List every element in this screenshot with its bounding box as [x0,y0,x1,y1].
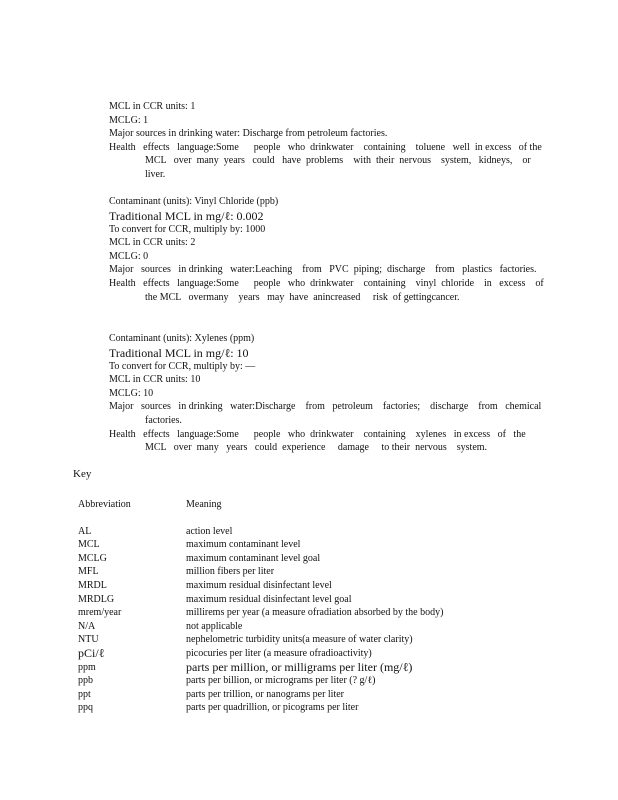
convert-line: To convert for CCR, multiply by: — [109,360,256,372]
paragraph-label: Major sources in drinking water: [109,401,256,413]
key-row [78,633,558,647]
paragraph-label: Health effects language: [109,428,216,440]
key-row [78,661,558,675]
convert-line: To convert for CCR, multiply by: 1000 [109,223,266,235]
key-rows [78,525,558,715]
key-abbreviation: MRDL [78,579,107,591]
key-abbreviation: NTU [78,634,99,646]
key-row [78,701,558,715]
key-row [78,538,558,552]
key-abbreviation: ppq [78,702,93,714]
mcl-ccr-units: MCL in CCR units: 1 [109,101,196,112]
contaminant-line: Contaminant (units): Xylenes (ppm) [109,333,255,344]
key-row [78,525,558,539]
traditional-mcl: Traditional MCL in mg/ℓ: 0.002 [109,208,264,223]
key-row [78,552,558,566]
key-abbreviation: MRDLG [78,593,115,605]
key-row [78,647,558,661]
key-meaning: maximum residual disinfectant level goal [186,593,352,605]
key-abbreviation: mrem/year [78,607,122,619]
mcl-ccr-units: MCL in CCR units: 2 [109,237,196,249]
key-header-meaning: Meaning [186,499,222,510]
key-abbreviation: ppm [78,661,96,673]
key-row [78,606,558,620]
key-meaning: parts per million, or milligrams per liter (mg/ℓ) [186,659,413,674]
key-abbreviation: pCi/ℓ [78,645,105,660]
paragraph-text: Some people who drinkwater containing xylenes in excess of the MCL over many years could experience damage to their nervous system. [145,428,529,454]
health-effects [109,277,549,304]
major-sources [109,400,552,427]
major-sources [109,263,549,277]
key-meaning: action level [186,525,233,537]
toluene-block [109,100,549,182]
key-row [78,674,558,688]
key-row [78,579,558,593]
key-meaning: parts per quadrillion, or picograms per liter [186,702,359,714]
xylenes-block [109,332,552,455]
vinyl-chloride-block [109,195,549,304]
key-abbreviation: N/A [78,620,96,632]
key-row [78,620,558,634]
key-title: Key [73,468,92,480]
key-header-abbreviation: Abbreviation [78,499,131,510]
mclg: MCLG: 1 [109,114,149,126]
mclg: MCLG: 10 [109,387,154,399]
key-abbreviation: MFL [78,566,99,578]
key-meaning: maximum residual disinfectant level [186,579,332,591]
paragraph-label: Health effects language: [109,277,216,289]
key-meaning: picocuries per liter (a measure ofradioactivity) [186,647,372,659]
health-effects [109,141,549,182]
key-meaning: nephelometric turbidity units(a measure of water clarity) [186,634,413,646]
key-abbreviation: AL [78,525,92,537]
mclg: MCLG: 0 [109,250,149,262]
traditional-mcl: Traditional MCL in mg/ℓ: 10 [109,345,249,360]
contaminant-line: Contaminant (units): Vinyl Chloride (ppb) [109,196,279,207]
key-meaning: maximum contaminant level goal [186,552,321,564]
health-effects-label: Health effects language: [109,141,216,153]
health-effects [109,428,549,455]
key-meaning: maximum contaminant level [186,539,301,551]
key-abbreviation: MCL [78,539,100,551]
key-abbreviation: ppb [78,675,93,687]
key-meaning: not applicable [186,620,243,632]
key-abbreviation: MCLG [78,552,107,564]
paragraph-label: Major sources in drinking water: [109,264,256,276]
key-row [78,688,558,702]
key-meaning: millirems per year (a measure ofradiation absorbed by the body) [186,607,444,619]
paragraph-text: Discharge from petroleum factories; discharge from chemical factories. [145,401,552,426]
paragraph-text: Some people who drinkwater containing vinyl chloride in excess of the MCL overmany years may have anincreased risk of gettingcancer. [145,277,547,303]
key-meaning: parts per trillion, or nanograms per liter [186,688,345,700]
key-row [78,593,558,607]
key-table [78,498,558,715]
mcl-ccr-units: MCL in CCR units: 10 [109,374,201,386]
paragraph-text: Leaching from PVC piping; discharge from plastics factories. [255,264,537,276]
key-meaning: million fibers per liter [186,566,275,578]
key-abbreviation: ppt [78,688,91,700]
key-header-row [78,498,558,512]
key-row [78,565,558,579]
health-effects-text: Some people who drinkwater containing toluene well in excess of the MCL over many years could have problems with their nervous system, kidneys, or liver. [145,141,545,180]
key-meaning: parts per billion, or micrograms per liter (? g/ℓ) [186,675,376,687]
major-sources: Major sources in drinking water: Discharge from petroleum factories. [109,128,388,140]
